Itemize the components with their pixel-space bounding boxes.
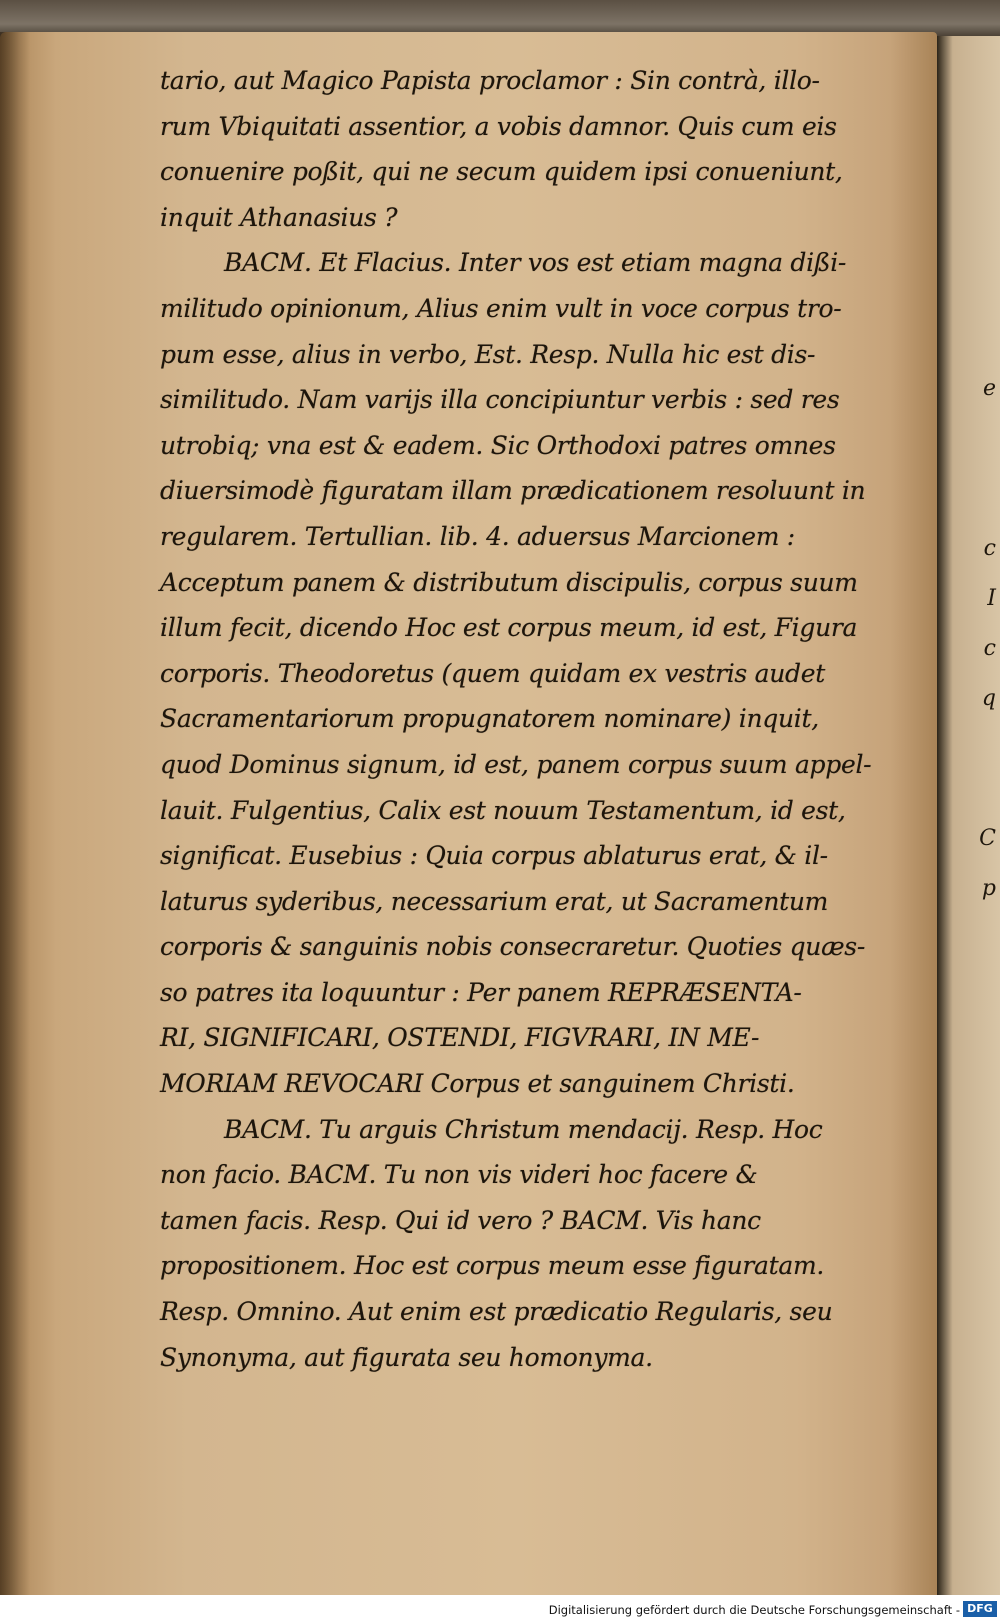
- text-line: Resp. Omnino. Aut enim est prædicatio Regularis, seu: [160, 1297, 833, 1327]
- text-line: pum esse, alius in verbo, Est. Resp. Nulla hic est dis-: [160, 339, 816, 369]
- body-text: [160, 58, 920, 1380]
- text-line: non facio. BACM. Tu non vis videri hoc facere &: [160, 1160, 758, 1190]
- text-line: BACM. Tu arguis Christum mendacij. Resp. Hoc: [224, 1114, 823, 1144]
- text-line: tario, aut Magico Papista proclamor : Sin contrà, illo-: [160, 66, 820, 95]
- right-page-fragment: e: [982, 376, 996, 401]
- footer-credit: Digitalisierung gefördert durch die Deutsche Forschungsgemeinschaft -: [548, 1603, 960, 1617]
- text-line: corporis & sanguinis nobis consecraretur. Quoties quæs-: [160, 932, 865, 962]
- text-line: militudo opinionum, Alius enim vult in voce corpus tro-: [160, 293, 842, 323]
- text-line: utrobiq; vna est & eadem. Sic Orthodoxi patres omnes: [160, 430, 836, 460]
- right-page-fragment: I: [987, 586, 996, 611]
- dfg-logo: DFG: [963, 1601, 997, 1617]
- text-line: lauit. Fulgentius, Calix est nouum Testamentum, id est,: [160, 795, 846, 825]
- text-line: significat. Eusebius : Quia corpus ablaturus erat, & il-: [160, 841, 828, 871]
- text-line: Acceptum panem & distributum discipulis, corpus suum: [160, 567, 858, 597]
- text-line: Synonyma, aut figurata seu homonyma.: [160, 1342, 653, 1372]
- text-line: regularem. Tertullian. lib. 4. aduersus Marcionem :: [160, 521, 795, 551]
- text-line: so patres ita loquuntur : Per panem REPRÆSENTA-: [160, 977, 802, 1007]
- text-line: illum fecit, dicendo Hoc est corpus meum, id est, Figura: [160, 613, 858, 643]
- text-line: propositionem. Hoc est corpus meum esse figuratam.: [160, 1251, 825, 1281]
- text-line: quod Dominus signum, id est, panem corpus suum appel-: [160, 749, 872, 779]
- text-line: laturus syderibus, necessarium erat, ut Sacramentum: [160, 886, 829, 916]
- text-line: inquit Athanasius ?: [160, 202, 398, 232]
- right-page-fragment: C: [979, 826, 996, 851]
- text-line: MORIAM REVOCARI Corpus et sanguinem Christi.: [160, 1069, 795, 1099]
- right-page-fragment: q: [981, 686, 996, 711]
- text-line: Sacramentariorum propugnatorem nominare) inquit,: [160, 704, 819, 734]
- text-line: BACM. Et Flacius. Inter vos est etiam magna dißi-: [224, 248, 847, 278]
- right-page-fragment: c: [983, 536, 996, 561]
- right-page-fragment: c: [983, 636, 996, 661]
- text-line: conuenire poßit, qui ne secum quidem ipsi conueniunt,: [160, 157, 843, 187]
- text-line: similitudo. Nam varijs illa concipiuntur verbis : sed res: [160, 385, 840, 415]
- text-line: tamen facis. Resp. Qui id vero ? BACM. Vis hanc: [160, 1205, 761, 1235]
- text-line: diuersimodè figuratam illam prædicationem resoluunt in: [160, 476, 866, 506]
- gutter-shadow: [0, 32, 30, 1595]
- text-line: corporis. Theodoretus (quem quidam ex vestris audet: [160, 658, 825, 688]
- text-line: rum Vbiquitati assentior, a vobis damnor. Quis cum eis: [160, 111, 837, 141]
- text-line: RI, SIGNIFICARI, OSTENDI, FIGVRARI, IN ME-: [160, 1023, 760, 1053]
- right-page-edge: [937, 36, 1000, 1595]
- right-page-fragment: p: [981, 876, 996, 901]
